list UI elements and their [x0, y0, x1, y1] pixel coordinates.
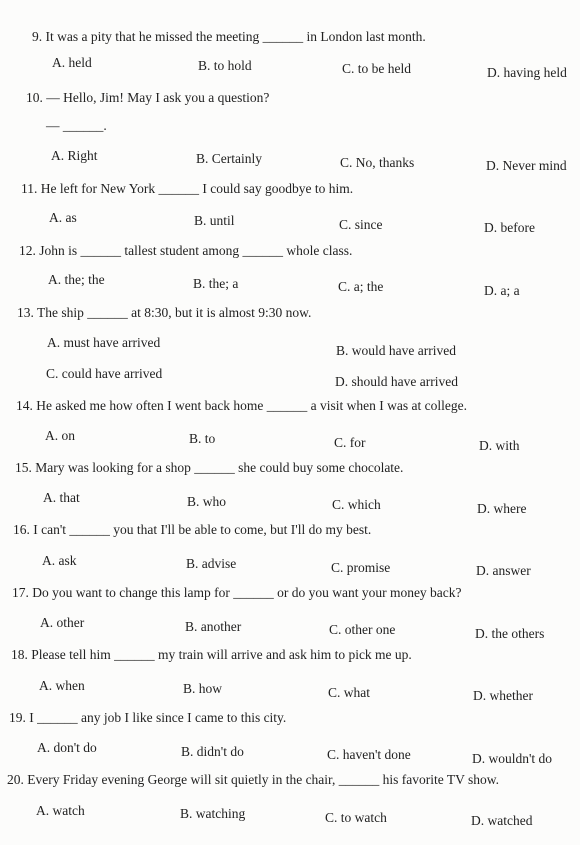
option-11b: B. until: [194, 213, 235, 228]
option-15b: B. who: [187, 494, 227, 509]
question-15-stem: 15. Mary was looking for a shop ______ she could buy some chocolate.: [15, 460, 404, 475]
option-18b: B. how: [183, 681, 223, 696]
question-11-stem: 11. He left for New York ______ I could say goodbye to him.: [21, 181, 354, 196]
option-17b: B. another: [185, 619, 242, 634]
option-11d: D. before: [484, 220, 535, 235]
option-19a: A. don't do: [37, 740, 97, 755]
option-14c: C. for: [334, 435, 366, 450]
question-18-stem: 18. Please tell him ______ my train will arrive and ask him to pick me up.: [11, 647, 412, 662]
option-16d: D. answer: [476, 563, 531, 578]
option-13d: D. should have arrived: [335, 374, 458, 389]
option-18a: A. when: [39, 678, 85, 693]
option-9c: C. to be held: [342, 61, 411, 76]
option-10b: B. Certainly: [196, 151, 262, 166]
option-9b: B. to hold: [198, 58, 252, 73]
option-17c: C. other one: [329, 622, 396, 637]
question-10-stem: 10. — Hello, Jim! May I ask you a question?: [26, 90, 270, 105]
question-9-stem: 9. It was a pity that he missed the meeting ______ in London last month.: [32, 29, 426, 44]
option-12d: D. a; a: [484, 283, 520, 298]
question-20-stem: 20. Every Friday evening George will sit quietly in the chair, ______ his favorite TV show.: [7, 772, 499, 787]
option-10c: C. No, thanks: [340, 155, 415, 170]
question-10-response: — ______.: [46, 118, 107, 133]
option-16b: B. advise: [186, 556, 237, 571]
option-14d: D. with: [479, 438, 520, 453]
option-9d: D. having held: [487, 65, 567, 80]
question-14-stem: 14. He asked me how often I went back home ______ a visit when I was at college.: [16, 398, 467, 413]
option-15d: D. where: [477, 501, 527, 516]
option-14a: A. on: [45, 428, 75, 443]
option-12c: C. a; the: [338, 279, 384, 294]
question-12-stem: 12. John is ______ tallest student among ______ whole class.: [19, 243, 353, 258]
option-9a: A. held: [52, 55, 92, 70]
option-19d: D. wouldn't do: [472, 751, 553, 766]
option-15c: C. which: [332, 497, 381, 512]
option-19b: B. didn't do: [181, 744, 244, 759]
option-16a: A. ask: [42, 553, 77, 568]
option-20c: C. to watch: [325, 810, 387, 825]
option-20a: A. watch: [36, 803, 85, 818]
option-17a: A. other: [40, 615, 85, 630]
option-10d: D. Never mind: [486, 158, 567, 173]
option-18c: C. what: [328, 685, 370, 700]
option-12a: A. the; the: [48, 272, 105, 287]
option-19c: C. haven't done: [327, 747, 411, 762]
option-20b: B. watching: [180, 806, 246, 821]
option-11a: A. as: [49, 210, 77, 225]
question-16-stem: 16. I can't ______ you that I'll be able to come, but I'll do my best.: [13, 522, 372, 537]
question-17-stem: 17. Do you want to change this lamp for ______ or do you want your money back?: [12, 585, 462, 600]
question-19-stem: 19. I ______ any job I like since I came to this city.: [9, 710, 287, 725]
option-15a: A. that: [43, 490, 80, 505]
option-20d: D. watched: [471, 813, 533, 828]
option-12b: B. the; a: [193, 276, 239, 291]
question-13-stem: 13. The ship ______ at 8:30, but it is almost 9:30 now.: [17, 305, 312, 320]
option-16c: C. promise: [331, 560, 391, 575]
option-14b: B. to: [189, 431, 216, 446]
option-18d: D. whether: [473, 688, 533, 703]
option-10a: A. Right: [51, 148, 98, 163]
option-13b: B. would have arrived: [336, 343, 456, 358]
option-17d: D. the others: [475, 626, 545, 641]
option-11c: C. since: [339, 217, 383, 232]
option-13a: A. must have arrived: [47, 335, 161, 350]
option-13c: C. could have arrived: [46, 366, 163, 381]
